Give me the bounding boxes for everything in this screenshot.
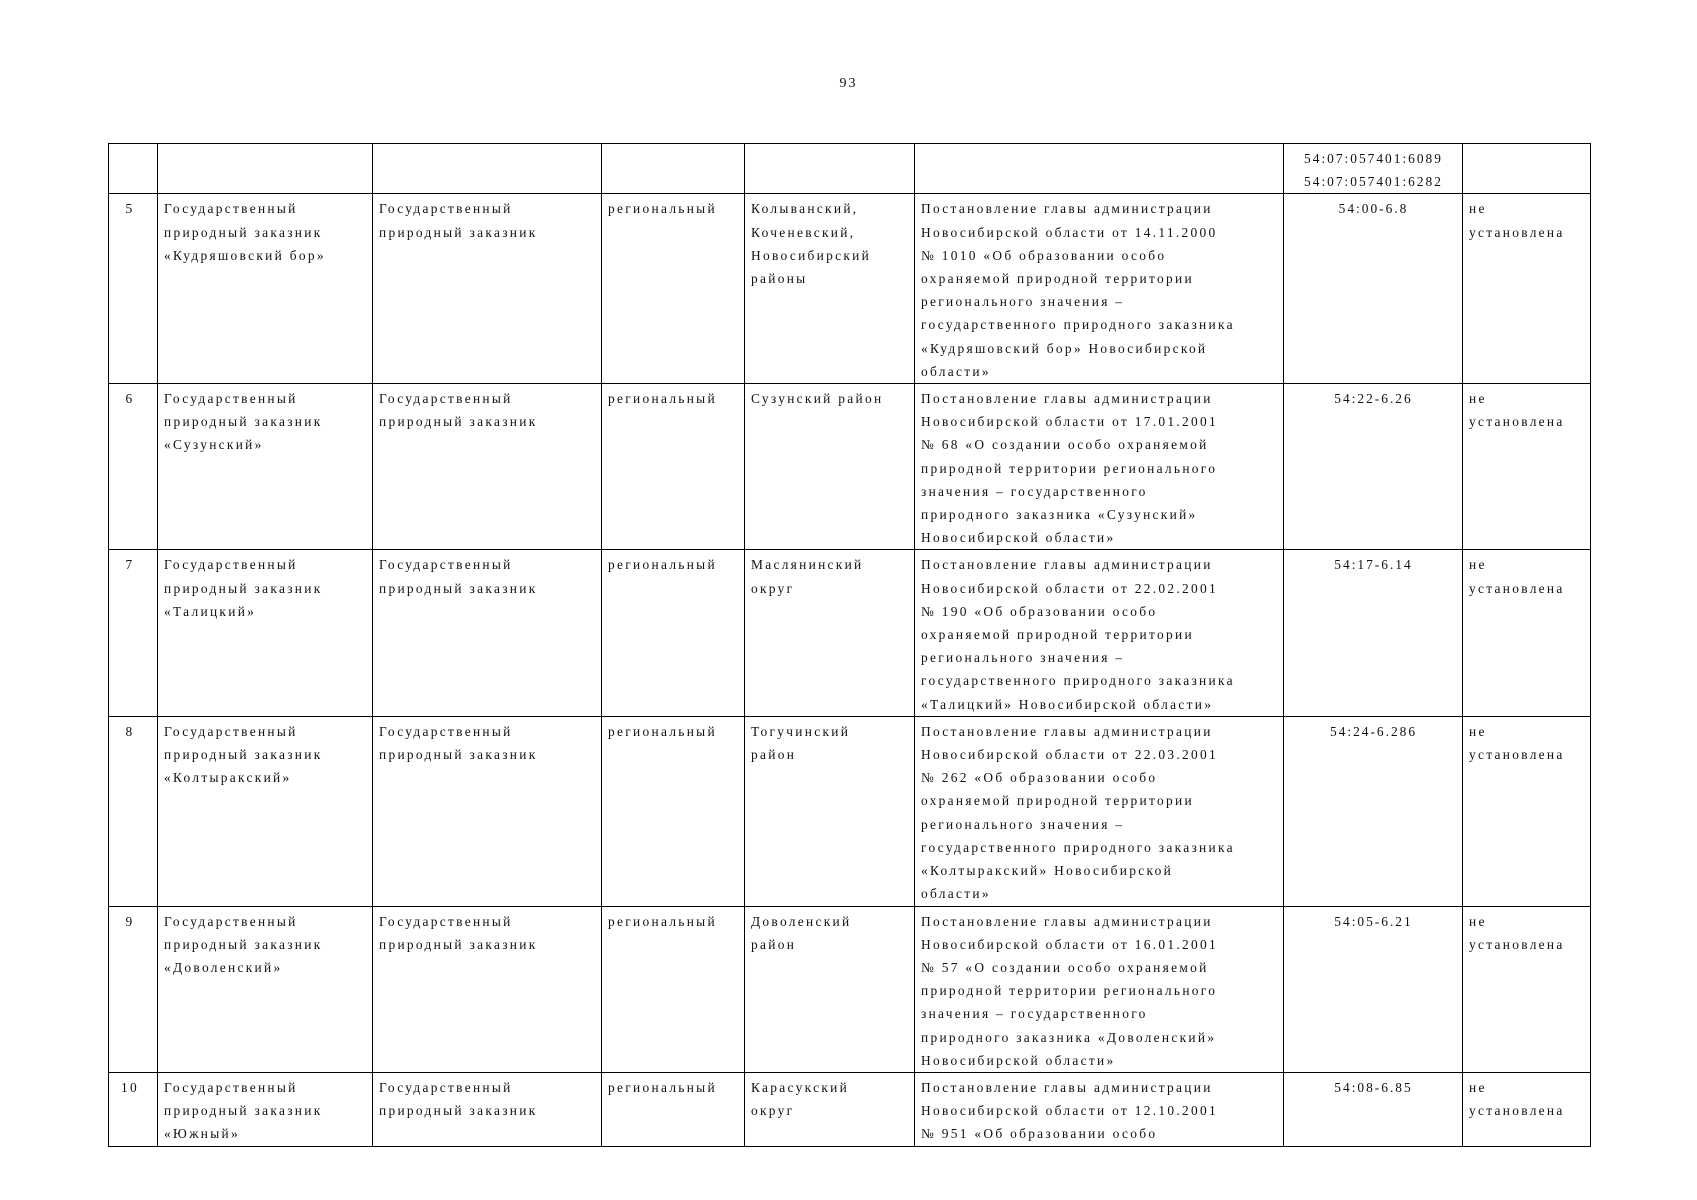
cell-document: Постановление главы администрации Новосибирской области от 14.11.2000 № 1010 «Об образовании особо охраняемой природной территории регионального значения – государственного природного заказника «Кудряшовский бор» Новосибирской области»	[915, 194, 1284, 384]
table-row	[109, 194, 1591, 384]
cell-significance: региональный	[602, 194, 745, 384]
cell-name	[158, 144, 373, 194]
cell-location: Доволенский район	[745, 906, 915, 1072]
cell-significance: региональный	[602, 384, 745, 550]
cell-significance: региональный	[602, 1072, 745, 1146]
cell-num: 10	[109, 1072, 158, 1146]
cell-num: 5	[109, 194, 158, 384]
cell-location: Маслянинский округ	[745, 550, 915, 716]
protected-areas-table	[108, 143, 1591, 1147]
table-row	[109, 1072, 1591, 1146]
cell-num: 7	[109, 550, 158, 716]
cell-cadastre: 54:22-6.26	[1284, 384, 1463, 550]
cell-location: Карасукский округ	[745, 1072, 915, 1146]
cell-category	[373, 144, 602, 194]
cell-document: Постановление главы администрации Новосибирской области от 22.03.2001 № 262 «Об образовании особо охраняемой природной территории регионального значения – государственного природного заказника «Колтыракский» Новосибирской области»	[915, 716, 1284, 906]
cell-category: Государственный природный заказник	[373, 716, 602, 906]
table-row	[109, 716, 1591, 906]
cell-num: 6	[109, 384, 158, 550]
cell-significance: региональный	[602, 906, 745, 1072]
cell-name: Государственный природный заказник «Южный»	[158, 1072, 373, 1146]
page-number: 93	[839, 76, 858, 91]
cell-name: Государственный природный заказник «Кудряшовский бор»	[158, 194, 373, 384]
cell-document: Постановление главы администрации Новосибирской области от 12.10.2001 № 951 «Об образовании особо	[915, 1072, 1284, 1146]
cell-cadastre: 54:05-6.21	[1284, 906, 1463, 1072]
cell-location	[745, 144, 915, 194]
cell-location: Тогучинский район	[745, 716, 915, 906]
cell-document	[915, 144, 1284, 194]
cell-name: Государственный природный заказник «Сузунский»	[158, 384, 373, 550]
cell-significance: региональный	[602, 716, 745, 906]
cell-location: Сузунский район	[745, 384, 915, 550]
cell-document: Постановление главы администрации Новосибирской области от 16.01.2001 № 57 «О создании особо охраняемой природной территории регионального значения – государственного природного заказника «Доволенский» Новосибирской области»	[915, 906, 1284, 1072]
cell-num: 9	[109, 906, 158, 1072]
table-row-continuation	[109, 144, 1591, 194]
cell-zone: не установлена	[1463, 550, 1591, 716]
cell-name: Государственный природный заказник «Талицкий»	[158, 550, 373, 716]
cell-location: Колыванский, Коченевский, Новосибирский районы	[745, 194, 915, 384]
cell-num	[109, 144, 158, 194]
cell-zone	[1463, 144, 1591, 194]
cell-category: Государственный природный заказник	[373, 194, 602, 384]
cell-cadastre: 54:08-6.85	[1284, 1072, 1463, 1146]
cell-name: Государственный природный заказник «Колтыракский»	[158, 716, 373, 906]
cell-category: Государственный природный заказник	[373, 384, 602, 550]
cell-document: Постановление главы администрации Новосибирской области от 22.02.2001 № 190 «Об образовании особо охраняемой природной территории регионального значения – государственного природного заказника «Талицкий» Новосибирской области»	[915, 550, 1284, 716]
cell-cadastre: 54:07:057401:6089 54:07:057401:6282	[1284, 144, 1463, 194]
table-row	[109, 384, 1591, 550]
cell-category: Государственный природный заказник	[373, 1072, 602, 1146]
cell-cadastre: 54:24-6.286	[1284, 716, 1463, 906]
table-row	[109, 550, 1591, 716]
cell-cadastre: 54:00-6.8	[1284, 194, 1463, 384]
cell-significance: региональный	[602, 550, 745, 716]
cell-num: 8	[109, 716, 158, 906]
cell-significance	[602, 144, 745, 194]
cell-name: Государственный природный заказник «Доволенский»	[158, 906, 373, 1072]
cell-cadastre: 54:17-6.14	[1284, 550, 1463, 716]
cell-category: Государственный природный заказник	[373, 550, 602, 716]
cell-zone: не установлена	[1463, 716, 1591, 906]
cell-zone: не установлена	[1463, 194, 1591, 384]
cell-zone: не установлена	[1463, 1072, 1591, 1146]
cell-zone: не установлена	[1463, 906, 1591, 1072]
table-row	[109, 906, 1591, 1072]
cell-document: Постановление главы администрации Новосибирской области от 17.01.2001 № 68 «О создании особо охраняемой природной территории регионального значения – государственного природного заказника «Сузунский» Новосибирской области»	[915, 384, 1284, 550]
cell-zone: не установлена	[1463, 384, 1591, 550]
cell-category: Государственный природный заказник	[373, 906, 602, 1072]
